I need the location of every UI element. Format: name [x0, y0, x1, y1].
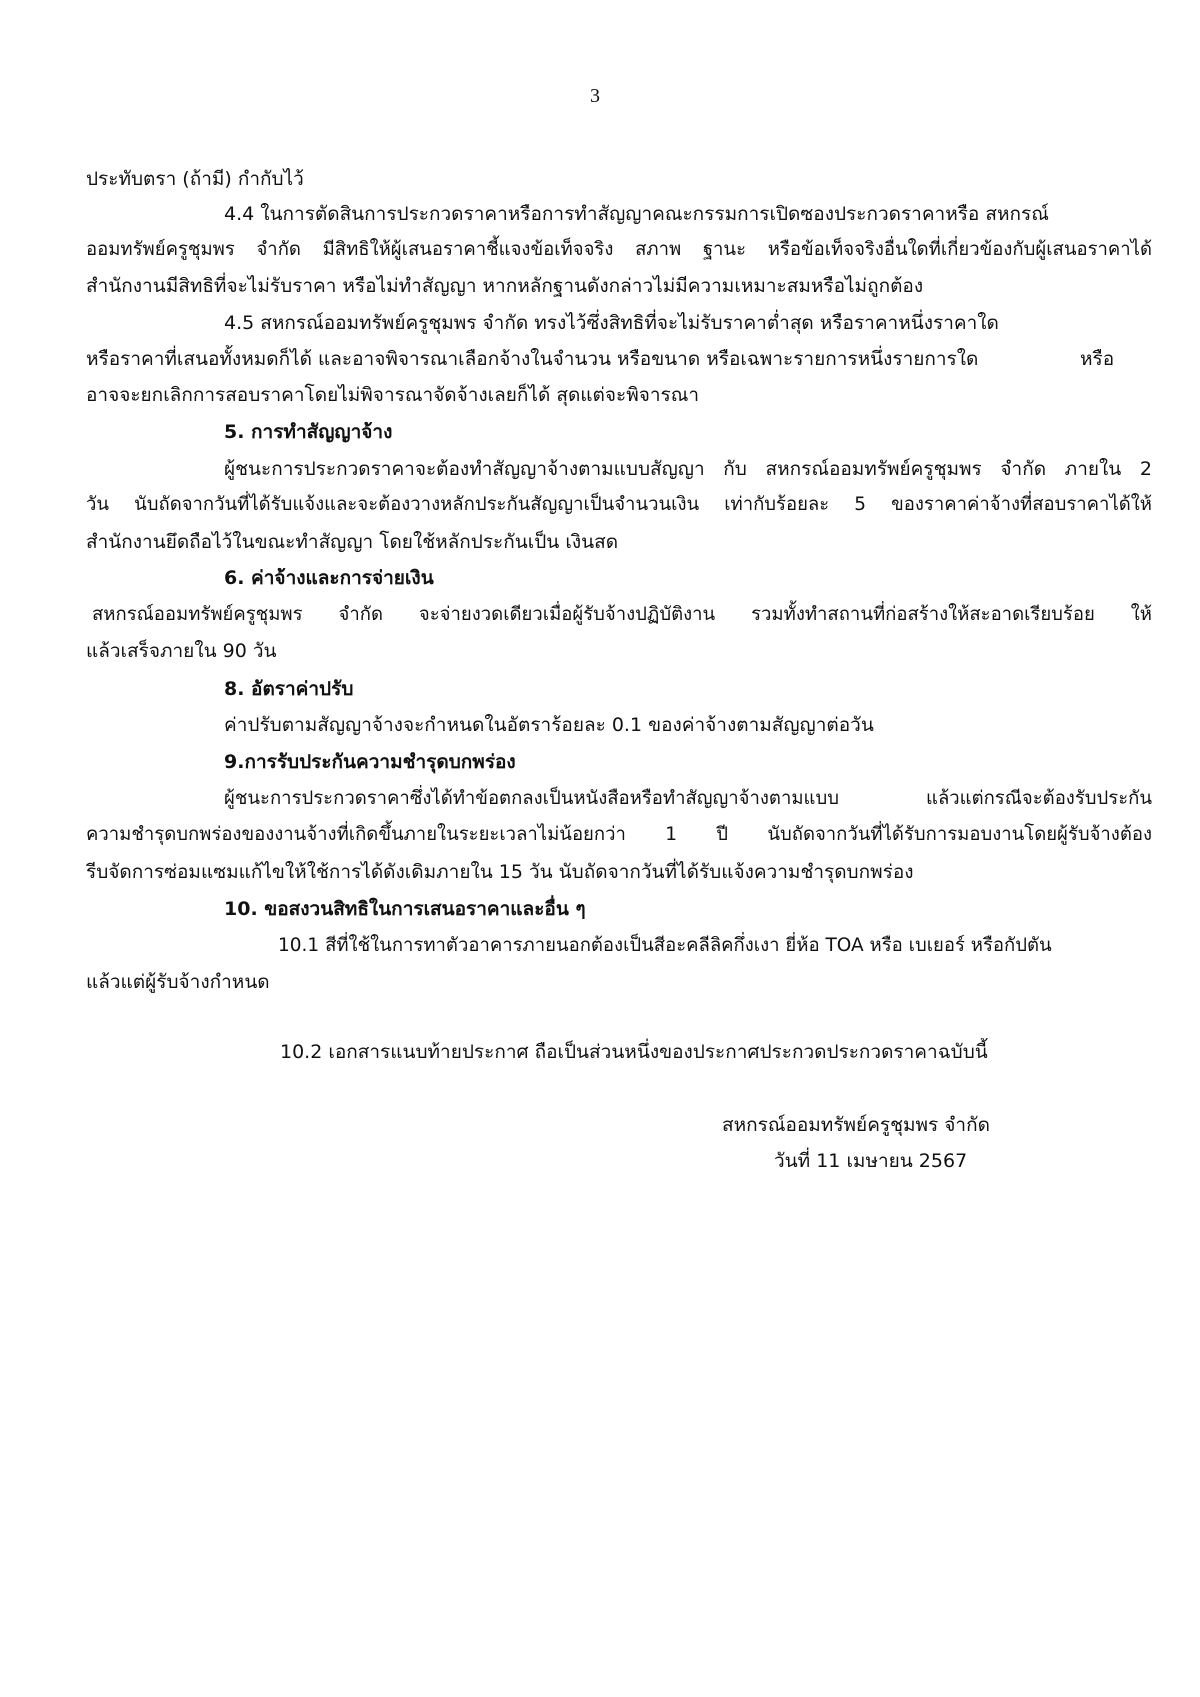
clause-4-4-line-3: สำนักงานมีสิทธิที่จะไม่รับราคา หรือไม่ทำสัญญา หากหลักฐานดังกล่าวไม่มีความเหมาะสมหรือไม่ถูกต้อง	[86, 275, 924, 297]
clause-4-4-line-2: ออมทรัพย์ครูชุมพร จำกัด มีสิทธิให้ผู้เสนอราคาชี้แจงข้อเท็จจริง สภาพ ฐานะ หรือข้อเท็จจริงอื่นใดที่เกี่ยวข้องกับผู้เสนอราคาได้	[86, 239, 1152, 260]
section-8-heading: 8. อัตราค่าปรับ	[224, 678, 354, 700]
clause-4-5-line-2: หรือราคาที่เสนอทั้งหมดก็ได้ และอาจพิจารณาเลือกจ้างในจำนวน หรือขนาด หรือเฉพาะรายการหนึ่งรายการใด	[86, 348, 979, 370]
signature-org: สหกรณ์ออมทรัพย์ครูชุมพร จำกัด	[722, 1114, 990, 1136]
section-9-line-3: รีบจัดการซ่อมแซมแก้ไขให้ใช้การได้ดังเดิมภายใน 15 วัน นับถัดจากวันที่ได้รับแจ้งความชำรุดบกพร่อง	[86, 861, 914, 883]
section-5-line-3: สำนักงานยึดถือไว้ในขณะทำสัญญา โดยใช้หลักประกันเป็น เงินสด	[86, 531, 619, 553]
section-8-line-1: ค่าปรับตามสัญญาจ้างจะกำหนดในอัตราร้อยละ 0.1 ของค่าจ้างตามสัญญาต่อวัน	[224, 714, 874, 736]
clause-10-1-line-1: 10.1 สีที่ใช้ในการทาตัวอาคารภายนอกต้องเป็นสีอะคลีลิคกึ่งเงา ยี่ห้อ TOA หรือ เบเยอร์ หรือกัปตัน	[278, 935, 1052, 956]
section-9-heading: 9.การรับประกันความชำรุดบกพร่อง	[224, 751, 516, 773]
signature-date: วันที่ 11 เมษายน 2567	[774, 1150, 968, 1172]
line-1: ประทับตรา (ถ้ามี) กำกับไว้	[86, 168, 304, 190]
clause-10-1-line-2: แล้วแต่ผู้รับจ้างกำหนด	[86, 971, 270, 993]
clause-4-5-line-2-end: หรือ	[1080, 348, 1115, 370]
section-5-line-2: วัน นับถัดจากวันที่ได้รับแจ้งและจะต้องวางหลักประกันสัญญาเป็นจำนวนเงิน เท่ากับร้อยละ 5 ของราคาค่าจ้างที่สอบราคาได้ให้	[86, 494, 1152, 515]
clause-4-5-line-1: 4.5 สหกรณ์ออมทรัพย์ครูชุมพร จำกัด ทรงไว้ซึ่งสิทธิที่จะไม่รับราคาต่ำสุด หรือราคาหนึ่งราคาใด	[224, 312, 999, 334]
clause-4-4-line-1: 4.4 ในการตัดสินการประกวดราคาหรือการทำสัญญาคณะกรรมการเปิดซองประกวดราคาหรือ สหกรณ์	[224, 203, 1049, 225]
clause-4-5-line-3: อาจจะยกเลิกการสอบราคาโดยไม่พิจารณาจัดจ้างเลยก็ได้ สุดแต่จะพิจารณา	[86, 384, 700, 406]
section-9-line-1: ผู้ชนะการประกวดราคาซึ่งได้ทำข้อตกลงเป็นหนังสือหรือทำสัญญาจ้างตามแบบ แล้วแต่กรณีจะต้องรับประกัน	[224, 788, 1152, 809]
section-5-line-1: ผู้ชนะการประกวดราคาจะต้องทำสัญญาจ้างตามแบบสัญญา กับ สหกรณ์ออมทรัพย์ครูชุมพร จำกัด ภายใน 2	[224, 458, 1152, 480]
section-9-line-2: ความชำรุดบกพร่องของงานจ้างที่เกิดขึ้นภายในระยะเวลาไม่น้อยกว่า 1 ปี นับถัดจากวันที่ได้รับการมอบงานโดยผู้รับจ้างต้อง	[86, 824, 1152, 845]
section-6-line-2: แล้วเสร็จภายใน 90 วัน	[86, 640, 277, 662]
section-6-line-1: สหกรณ์ออมทรัพย์ครูชุมพร จำกัด จะจ่ายงวดเดียวเมื่อผู้รับจ้างปฏิบัติงาน รวมทั้งทำสถานที่ก่อสร้างให้สะอาดเรียบร้อย ให้	[92, 604, 1152, 625]
section-10-heading: 10. ขอสงวนสิทธิในการเสนอราคาและอื่น ๆ	[224, 898, 586, 920]
clause-10-2-line: 10.2 เอกสารแนบท้ายประกาศ ถือเป็นส่วนหนึ่งของประกาศประกวดประกวดราคาฉบับนี้	[280, 1041, 988, 1063]
section-6-heading: 6. ค่าจ้างและการจ่ายเงิน	[224, 567, 434, 589]
section-5-heading: 5. การทำสัญญาจ้าง	[224, 421, 393, 443]
page-number: 3	[590, 85, 600, 107]
